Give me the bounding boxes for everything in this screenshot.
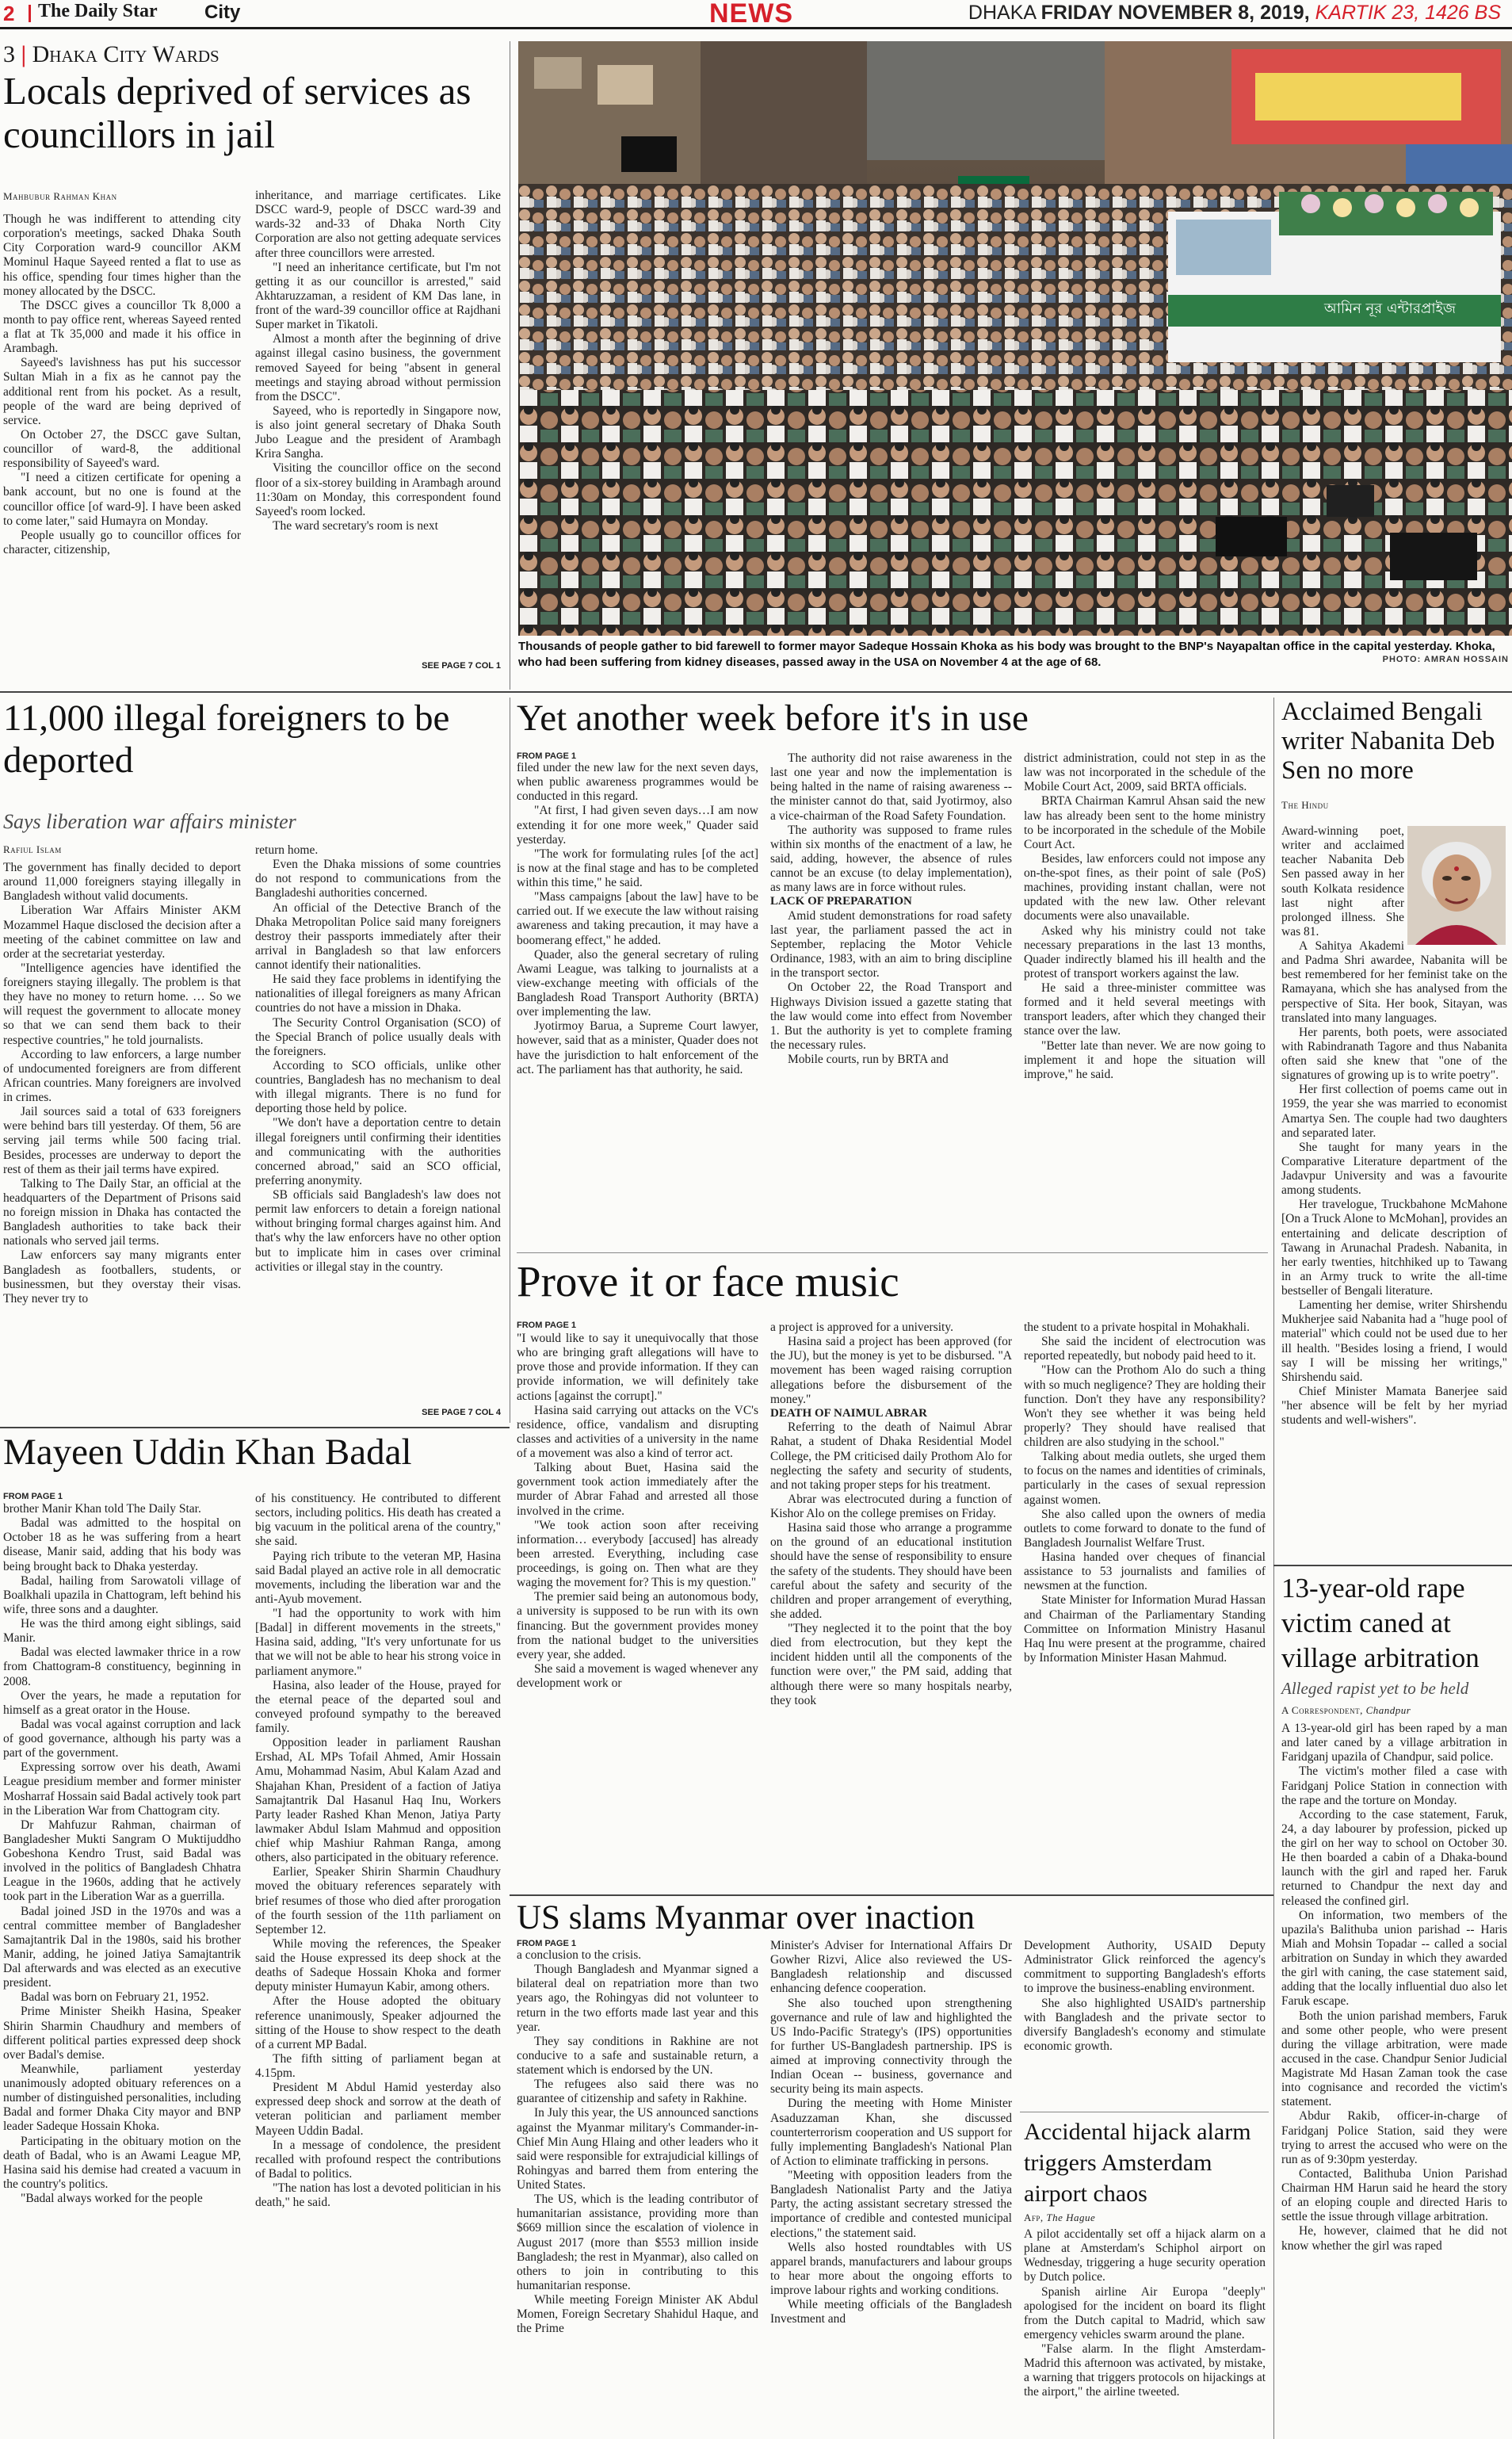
hijack-byline (1024, 2212, 1095, 2224)
paragraph: Badal was admitted to the hospital on October 18 as he was suffering from a heart disease, Manir said, adding that his body was being brought back to Dhaka yesterday. (3, 1516, 241, 1573)
paragraph: Participating in the obituary motion on the death of Badal, who is an Awami League MP, Hasina said his demise had created a vacuum in the country's politics. (3, 2134, 241, 2191)
section-rule (510, 1894, 1273, 1896)
page-header (0, 0, 1512, 29)
wards-jump-line: SEE PAGE 7 COL 1 (422, 661, 501, 671)
column-rule (1273, 698, 1274, 1894)
paragraph: Law enforcers say many migrants enter Bangladesh as footballers, students, or businessmen, but they overstay their visas. They never try to (3, 1248, 241, 1306)
wards-kicker-number: 3 (3, 41, 15, 67)
rape-deck: Alleged rapist yet to be held (1281, 1679, 1469, 1698)
myanmar-column-2 (770, 1939, 1012, 2433)
paragraph: "At first, I had given seven days…I am now extending it for one more week," Quader said yesterday. (517, 804, 758, 847)
paragraph: Her travelogue, Truckbahone McMahone [On a Truck Alone to McMohan], provides an entertaining and delicate description of Tawang in Arunachal Pradesh. Nabanita, in her early twenties, hitchhiked up to Tawang in an Army truck to write the all-time bestseller of Bengali literature. (1281, 1198, 1507, 1298)
paragraph: The victim's mother filed a case with Faridganj Police Station in connection with the rape and the torture on Monday. (1281, 1764, 1507, 1807)
paragraph: "We don't have a deportation centre to detain illegal foreigners until confirming their identities and communicating with the authorities concerned abroad," said an SCO official, preferring anonymity. (255, 1116, 501, 1187)
paragraph: Quader, also the general secretary of ruling Awami League, was talking to journalists at a view-exchange meeting with officials of the Bangladesh Road Transport Authority (BRTA) over implementing the law. (517, 947, 758, 1019)
paragraph: "I need an inheritance certificate, but I'm not getting it as our councillor is arrested," said Akhtaruzzaman, a resident of KM Das lane, in front of the ward-39 councillor office at Rajdhani Super market in Tikatoli. (255, 260, 501, 332)
badal-headline: Mayeen Uddin Khan Badal (3, 1432, 412, 1473)
wards-column-2 (255, 189, 501, 676)
myanmar-column-3 (1024, 1939, 1266, 2107)
paragraph: People usually go to councillor offices for character, citizenship, (3, 528, 241, 556)
paragraph: An official of the Detective Branch of the Dhaka Metropolitan Police said many foreigners destroy their passports immediately after their arrival in Bangladesh so that law enforcers cannot identify their nationalities. (255, 900, 501, 972)
paragraph: Badal, hailing from Sarowatoli village of Boalkhali upazila in Chattogram, left behind his wife, three sons and a daughter. (3, 1573, 241, 1616)
prove-column-2 (770, 1321, 1012, 1890)
paragraph: "False alarm. In the flight Amsterdam-Madrid this afternoon was activated, by mistake, a warning that triggers protocols on hijackings at the airport," the airline tweeted. (1024, 2342, 1266, 2399)
wards-kicker-text: Dhaka City Wards (32, 41, 220, 67)
rape-headline: 13-year-old rape victim caned at village arbitration (1281, 1573, 1480, 1673)
prove-headline: Prove it or face music (517, 1257, 899, 1306)
paragraph: Hasina handed over cheques of financial assistance to 53 journalists and families of newsmen at the function. (1024, 1550, 1266, 1593)
funeral-crowd-photo (518, 41, 1512, 636)
paragraph: Talking to The Daily Star, an official at the headquarters of the Department of Prisons said no foreign mission in Dhaka has contacted the Bangladesh authorities to take back their nationals who served jail terms. (3, 1176, 241, 1248)
paragraph: During the meeting with Home Minister Asaduzzaman Khan, she discussed counterterrorism cooperation and US support for fully implementing Bangladesh's National Plan of Action to eliminate trafficking in persons. (770, 2097, 1012, 2168)
foreigners-column-2 (255, 843, 501, 1400)
paragraph: "How can the Prothom Alo do such a thing with so much negligence? They are holding their function. Don't they have any responsibility? Won't they see whether it was being held properly? They should have realised that children are also studying in the school." (1024, 1363, 1266, 1449)
badal-column-2 (255, 1492, 501, 2433)
paragraph: Sayeed, who is reportedly in Singapore now, is also joint general secretary of Dhaka South Jubo League and the president of Arambagh Krira Sangha. (255, 403, 501, 461)
paragraph: President M Abdul Hamid yesterday also expressed deep shock and sorrow at the death of veteran politician and parliament member Mayeen Uddin Badal. (255, 2081, 501, 2138)
paragraph: brother Manir Khan told The Daily Star. (3, 1502, 201, 1516)
paragraph: Development Authority, USAID Deputy Administrator Glick reinforced the agency's commitment to supporting Bangladesh's efforts to improve the business-enabling environment. (1024, 1939, 1266, 1996)
dateline-city: DHAKA (968, 2, 1036, 24)
paragraph: According to the case statement, Faruk, 24, a day labourer by profession, picked up the girl on her way to school on October 30. He then boarded a cabin of a Dhaka-bound launch with the girl and raped her. Faruk returned to Chandpur the next day and released the confined girl. (1281, 1807, 1507, 1908)
badal-column-1 (3, 1502, 241, 2433)
paragraph: SB officials said Bangladesh's law does not permit law enforcers to detain a foreign national without bringing formal charges against him. And that's why the law enforcers have no other option but to implicate him in cases over criminal activities or illegal stay in the country. (255, 1188, 501, 1274)
paragraph: Opposition leader in parliament Raushan Ershad, AL MPs Tofail Ahmed, Amir Hossain Amu, Mohammad Nasim, Abul Kalam Azad and Shajahan Khan, President of a faction of Jatiya Samajtantrik Dal Hasanul Haq Inu, Workers Party leader Rashed Khan Menon, Jatiya Party lawmaker Abdul Islam Mahmud and opposition chief whip Mashiur Rahman Ranga, among others, also participated in the obituary reference. (255, 1736, 501, 1865)
foreigners-jump-line: SEE PAGE 7 COL 4 (422, 1408, 501, 1417)
paragraph: Hasina said a project has been approved (for the JU), but the money is yet to be disbursed. "A movement has been waged raising corruption allegations before the disbursement of the money." (770, 1335, 1012, 1406)
paragraph: the student to a private hospital in Mohakhali. (1024, 1321, 1250, 1334)
rape-column (1281, 1722, 1507, 2435)
paragraph: On October 22, the Road Transport and Highways Division issued a gazette stating that the law would come into effect from November 1. But the authority is yet to complete framing the necessary rules. (770, 981, 1012, 1052)
paragraph: Mobile courts, run by BRTA and (788, 1053, 949, 1067)
week-from-page: FROM PAGE 1 (517, 751, 576, 761)
kicker-bar: | (21, 41, 27, 67)
paragraph: While meeting Foreign Minister AK Abdul Momen, Foreign Secretary Shahidul Haque, and the Prime (517, 2293, 758, 2336)
wards-column-1 (3, 212, 241, 676)
paragraph: He, however, claimed that he did not know whether the girl was raped (1281, 2224, 1507, 2253)
paragraph: A Sahitya Akademi and Padma Shri awardee, Nabanita will be best remembered for her feminist take on the Ramayana, which she has analysed from the perspective of Sita. Her book, Sitayan, was translated into many languages. (1281, 939, 1507, 1025)
paragraph: The premier said being an autonomous body, a university is supposed to be run with its own financing. But the government provides money from the national budget to the universities every year, she added. (517, 1590, 758, 1661)
paragraph: Lamenting her demise, writer Shirshendu Mukherjee said Nabanita had a "huge pool of material" which could not be used due to her ill health. "Besides losing a friend, I would say I will be missing her writings," Shirshendu said. (1281, 1298, 1507, 1384)
hijack-byline-place: The Hague (1046, 2212, 1096, 2223)
paragraph: Prime Minister Sheikh Hasina, Speaker Shirin Sharmin Chaudhury and members of different political parties expressed deep shock over Badal's demise. (3, 2005, 241, 2062)
paragraph: Besides, law enforcers could not impose any on-the-spot fines, as their point of sale (PoS) machines, providing instant challan, were not updated with the new law. Other relevant documents were also unavailable. (1024, 851, 1266, 923)
wards-headline: Locals deprived of services as councillors in jail (3, 69, 472, 156)
paragraph: Earlier, Speaker Shirin Sharmin Chaudhury moved the obituary references separately with brief resumes of those who died after prorogation of the fourth session of the 11th parliament on September 12. (255, 1865, 501, 1936)
myanmar-from-page: FROM PAGE 1 (517, 1939, 576, 1948)
subheading: LACK OF PREPARATION (770, 895, 912, 908)
paragraph: She said the incident of electrocution was reported repeatedly, but nobody paid heed to it. (1024, 1335, 1266, 1363)
nabanita-column (1281, 824, 1507, 1562)
paragraph: She said a movement is waged whenever any development work or (517, 1661, 758, 1690)
paragraph: After the House adopted the obituary reference unanimously, Speaker adjourned the sitting of the House to show respect to the death of a current MP Badal. (255, 1994, 501, 2051)
paragraph: "The nation has lost a devoted politician in his death," he said. (255, 2181, 501, 2210)
paragraph: Asked why his ministry could not take necessary preparations in the last 13 months, Quader indirectly blamed his ill health and the protest of transport workers against the law. (1024, 923, 1266, 981)
rape-byline-name: A Correspondent, (1281, 1704, 1363, 1716)
paragraph: Badal was born on February 21, 1952. (21, 1990, 209, 2005)
column-rule (1273, 1894, 1274, 2439)
paragraph: The US, which is the leading contributor of humanitarian assistance, providing more than $669 million since the escalation of violence in August 2017 (more than $553 million inside Bangladesh; the rest in Myanmar), also called on others to join in contributing to this humanitarian response. (517, 2192, 758, 2292)
paragraph: Dr Mahfuzur Rahman, chairman of Bangladesher Mukti Sangram O Muktijuddho Gobeshona Kendro Trust, said Badal was involved in the politics of Bangladesh Chhatra League in the 1960s, adding that he actively took part in the Liberation War as a guerrilla. (3, 1818, 241, 1904)
paragraph: Her first collection of poems came out in 1959, the year she was married to economist Amartya Sen. The couple had two daughters and separated later. (1281, 1083, 1507, 1140)
paragraph: Hasina, also leader of the House, prayed for the eternal peace of the departed soul and conveyed profound sympathy to the bereaved family. (255, 1678, 501, 1735)
paragraph: Her parents, both poets, were associated with Rabindranath Tagore and thus Nabanita often said she knew that "one of the signatures of growing up is to write poetry". (1281, 1025, 1507, 1083)
week-column-3 (1024, 751, 1266, 1244)
paragraph: Expressing sorrow over his death, Awami League presidium member and former minister Mosharraf Hossain said Badal actively took part in the Liberation War from Chattogram city. (3, 1760, 241, 1818)
paragraph: The authority did not raise awareness in the last one year and now the implementation is being halted in the name of raising awareness -- the minister cannot do that, said Jyotirmoy, also a vice-chairman of the Road Safety Foundation. (770, 751, 1012, 823)
paragraph: "Better late than never. We are now going to implement it and hope the situation will improve," he said. (1024, 1038, 1266, 1081)
paragraph: According to law enforcers, a large number of undocumented foreigners are from different African countries. Many foreigners are involved in crimes. (3, 1047, 241, 1104)
paragraph: Even the Dhaka missions of some countries do not respond to communications from the Bangladeshi authorities concerned. (255, 858, 501, 900)
paragraph: She also highlighted USAID's partnership with Bangladesh and the private sector to diversify Bangladesh's economy and stimulate economic growth. (1024, 1996, 1266, 2053)
paragraph: The ward secretary's room is next (273, 518, 438, 533)
prove-column-3 (1024, 1321, 1266, 1890)
paragraph: Paying rich tribute to the veteran MP, Hasina said Badal played an active role in all democratic movements, including the liberation war and the anti-Ayub movement. (255, 1549, 501, 1606)
paragraph: Though Bangladesh and Myanmar signed a bilateral deal on repatriation more than two years ago, the Rohingyas did not volunteer to return in the two efforts made last year and this year. (517, 1963, 758, 2034)
prove-column-1 (517, 1332, 758, 1890)
paragraph: Almost a month after the beginning of drive against illegal casino business, the government removed Sayeed for being "absent in general meetings and staying abroad without permission from the DSCC". (255, 332, 501, 403)
news-label: NEWS (709, 0, 793, 29)
paragraph: a project is approved for a university. (770, 1321, 953, 1334)
paragraph: A 13-year-old girl has been raped by a man and later caned by a village arbitration in Faridganj upazila of Chandpur, said police. (1281, 1722, 1507, 1764)
paragraph: Liberation War Affairs Minister AKM Mozammel Haque disclosed the decision after a meeting of the cabinet committee on law and order at the secretariat yesterday. (3, 904, 241, 961)
paragraph: The fifth sitting of parliament began at 4.15pm. (255, 2051, 501, 2080)
paragraph: Jail sources said a total of 633 foreigners were behind bars till yesterday. Of them, 56 are serving jail terms while 500 facing trial. Besides, processes are underway to deport the rest of them as their jail terms have expired. (3, 1105, 241, 1176)
hijack-headline: Accidental hijack alarm triggers Amsterdam airport chaos (1024, 2119, 1251, 2207)
foreigners-headline: 11,000 illegal foreigners to be deported (3, 698, 450, 781)
paragraph: Though he was indifferent to attending city corporation's meetings, sacked Dhaka South City Corporation ward-9 councillor AKM Mominul Haque Sayeed rented a flat to use as his office, spending four times higher than the money allocated by the DSCC. (3, 212, 241, 298)
paragraph: The authority was supposed to frame rules within six months of the enactment of a law, he said, adding, however, the absence of rules cannot be an excuse (to delay implementation), as many laws are in force without rules. (770, 823, 1012, 895)
paragraph: The DSCC gives a councillor Tk 8,000 a month to pay office rent, whereas Sayeed rented a flat at Tk 35,000 and made it his office in Arambagh. (3, 298, 241, 356)
masthead-logo: The Daily Star (38, 1, 158, 21)
paragraph: inheritance, and marriage certificates. Like DSCC ward-9, people of DSCC ward-39 and wards-32 and-33 of Dhaka North City Corporation are also not getting adequate services after three councillors were arrested. (255, 189, 501, 260)
paragraph: "They neglected it to the point that the boy died from electrocution, but they kept the incident hidden until all the components of the function were over," the PM said, adding that although there were so many hospitals nearby, they took (770, 1622, 1012, 1707)
paragraph: Talking about Buet, Hasina said the government took action immediately after the murder of Abrar Fahad and arrested all those involved in the crime. (517, 1461, 758, 1518)
myanmar-column-1 (517, 1948, 758, 2433)
paragraph: "We took action soon after receiving information… everybody [accused] has already been arrested. Everything, including case proceedings, is going on. Then what are they waging the movement for? This is my question." (517, 1518, 758, 1590)
paragraph: State Minister for Information Murad Hassan and Chairman of the Parliamentary Standing Committee on Information Ministry Hasanul Haq Inu were present at the programme, chaired by Information Minister Hasan Mahmud. (1024, 1593, 1266, 1665)
paragraph: Talking about media outlets, she urged them to focus on the names and identities of criminals, particularly in the cases of sexual repression against women. (1024, 1450, 1266, 1507)
photo-caption-text: Thousands of people gather to bid farewell to former mayor Sadeque Hossain Khoka as his body was brought to the BNP's Nayapaltan office in the capital yesterday. Khoka, who had been suffering from kidney diseases, passed away in the USA on November 4 at the age of 68. (518, 640, 1495, 670)
paragraph: Sayeed's lavishness has put his successor Sultan Miah in a fix as he cannot pay the additional rent from his pocket. As a result, people of the ward are being deprived of service. (3, 356, 241, 427)
paragraph: Badal was vocal against corruption and lack of good governance, although his party was a part of the government. (3, 1717, 241, 1760)
wards-byline: Mahbubur Rahman Khan (3, 190, 117, 202)
paragraph: "Intelligence agencies have identified the foreigners staying illegally. The problem is that they have no money to return home. … So we will request the government to allocate money so that we can send them back to their respective countries," he told journalists. (3, 961, 241, 1047)
rape-byline-place: Chandpur (1365, 1704, 1411, 1716)
foreigners-deck: Says liberation war affairs minister (3, 810, 296, 833)
paragraph: Hasina said those who arrange a programme on the ground of an educational institution should have the sense of responsibility to ensure the safety of the students. They should have been careful about the safety and security of the children and proper arrangement of everything, she added. (770, 1521, 1012, 1621)
badal-from-page: FROM PAGE 1 (3, 1492, 63, 1501)
paragraph: "The work for formulating rules [of the act] is now at the final stage and has to be completed within this time," he said. (517, 847, 758, 889)
paragraph: Meanwhile, parliament yesterday unanimously adopted obituary references on a number of distinguished personalities, including Badal and former Dhaka City mayor and BNP leader Sadeque Hossain Khoka. (3, 2062, 241, 2134)
paragraph: They say conditions in Rakhine are not conducive to a safe and sustainable return, a statement which is endorsed by the UN. (517, 2034, 758, 2077)
paragraph: A pilot accidentally set off a hijack alarm on a plane at Amsterdam's Schiphol airport on Wednesday, triggering a huge security operation by Dutch police. (1024, 2227, 1266, 2284)
foreigners-column-1 (3, 861, 241, 1400)
vehicle-banner-text: আমিন নূর এন্টারপ্রাইজ (1323, 300, 1457, 317)
paragraph: On information, two members of the upazila's Balithuba union parishad -- Haris Miah and Mohsin Topadar -- called a social arbitration on Sunday in which they awarded the girl with caning, the case statement said, adding that the locally influential duo also let Faruk escape. (1281, 1908, 1507, 2009)
photo-caption (518, 639, 1509, 671)
paragraph: district administration, could not step in as the law was not incorporated in the schedule of the Mobile Court Act, 2009, said BRTA officials. (1024, 751, 1266, 794)
paragraph: a conclusion to the crisis. (517, 1948, 642, 1962)
paragraph: Jyotirmoy Barua, a Supreme Court lawyer, however, said that as a minister, Quader does not have the jurisdiction to halt enforcement of the act. The parliament has that authority, he said. (517, 1019, 758, 1076)
paragraph: Hasina said carrying out attacks on the VC's residence, office, vandalism and disrupting classes and activities of a university in the name of a movement was also a kind of terror act. (517, 1403, 758, 1460)
section-rule (0, 691, 1512, 693)
subheading: DEATH OF NAIMUL ABRAR (770, 1406, 927, 1420)
paragraph: Minister's Adviser for International Affairs Dr Gowher Rizvi, Alice also reviewed the US-Bangladesh relationship and discussed enhancing defence cooperation. (770, 1939, 1012, 1996)
dateline (968, 2, 1501, 25)
section-rule (517, 1252, 1268, 1253)
week-headline: Yet another week before it's in use (517, 698, 1029, 739)
paragraph: Both the union parishad members, Faruk and some other people, who were present during the village arbitration, were made accused in the case. Chandpur Senior Judicial Magistrate Md Hasan Zaman took the case into cognisance and recorded the victim's statement. (1281, 2009, 1507, 2109)
paragraph: Amid student demonstrations for road safety last year, the parliament passed the act in September, replacing the Motor Vehicle Ordinance, 1983, with an aim to bring discipline in the transport sector. (770, 908, 1012, 981)
wards-kicker (3, 41, 220, 68)
dateline-date: FRIDAY NOVEMBER 8, 2019, (1040, 2, 1310, 24)
paragraph: "Mass campaigns [about the law] have to be carried out. If we execute the law without raising awareness and taking precaution, it may have a boomerang effect," he added. (517, 890, 758, 947)
paragraph: Wells also hosted roundtables with US apparel brands, manufacturers and labour groups to hear more about the ongoing efforts to improve labour rights and working conditions. (770, 2240, 1012, 2297)
paragraph: She also called upon the owners of media outlets to come forward to donate to the fund of Bangladesh Journalist Welfare Trust. (1024, 1507, 1266, 1550)
paragraph: Award-winning poet, writer and acclaimed teacher Nabanita Deb Sen passed away in her south Kolkata residence last night after prolonged illness. She was 81. (1281, 824, 1404, 939)
paragraph: "I need a citizen certificate for opening a bank account, but no one is found at the councillor office [of ward-9]. I have been asked to come later," said Humayra on Monday. (3, 471, 241, 528)
paragraph: "Meeting with opposition leaders from the Bangladesh Nationalist Party and the Jatiya Party, the acting assistant secretary stressed the importance of credible and contested municipal elections," the statement said. (770, 2169, 1012, 2240)
nabanita-byline: The Hindu (1281, 799, 1329, 811)
paragraph: return home. (255, 843, 319, 857)
paragraph: She also touched upon strengthening governance and rule of law and highlighted the US Indo-Pacific Strategy's (IPS) opportunities for further US-Bangladesh partnership. IPS is aimed at improving connectivity through the Indian Ocean -- business, governance and security being its main aspects. (770, 1996, 1012, 2097)
paragraph: In July this year, the US announced sanctions against the Myanmar military's Commander-in-Chief Min Aung Hlaing and other leaders who it said were responsible for extrajudicial killings of Rohingyas and barred them from entering the United States. (517, 2106, 758, 2192)
rape-byline (1281, 1704, 1411, 1717)
prove-from-page: FROM PAGE 1 (517, 1321, 576, 1330)
paragraph: Abdur Rakib, officer-in-charge of Faridganj Police Station, said they were trying to arrest the accused who were on the run as of 9:30pm yesterday. (1281, 2109, 1507, 2166)
paragraph: Visiting the councillor office on the second floor of a six-storey building in Arambagh around 11:30am on Monday, this correspondent found Sayeed's room locked. (255, 461, 501, 518)
paragraph: Badal joined JSD in the 1970s and was a central committee member of Bangladesher Samajtantrik Dal in the 1980s, said his brother Manir, adding, he joined Jatiya Samajtantrik Dal afterwards and was elected as an executive president. (3, 1904, 241, 1990)
portrait-wrap-spacer (1404, 824, 1507, 950)
paragraph: While moving the references, the Speaker said the House expressed its deep shock at the deaths of Sadeque Hossain Khoka and former deputy minister Humayun Kabir, among others. (255, 1936, 501, 1994)
paragraph: He said they face problems in identifying the nationalities of illegal foreigners as many African countries do not have a mission in Dhaka. (255, 973, 501, 1015)
paragraph: Badal was elected lawmaker thrice in a row from Chattogram-8 constituency, beginning in 2008. (3, 1646, 241, 1688)
crowd-photo-illustration (518, 41, 1512, 636)
paragraph: Chief Minister Mamata Banerjee said "her absence will be felt by her myriad students and well-wishers". (1281, 1384, 1507, 1428)
hijack-column (1024, 2227, 1266, 2435)
paragraph: "I would like to say it unequivocally that those who are bringing graft allegations will have to prove those and provide information. If they can provide information, we will definitely take actions [against the corrupt]." (517, 1332, 758, 1403)
paragraph: BRTA Chairman Kamrul Ahsan said the new law has already been sent to the home ministry to be incorporated in the schedule of the Mobile Court Act. (1024, 794, 1266, 851)
nabanita-headline: Acclaimed Bengali writer Nabanita Deb Sen no more (1281, 698, 1495, 785)
paragraph: of his constituency. He contributed to different sectors, including politics. His death has created a big vacuum in the political arena of the country," she said. (255, 1492, 501, 1549)
paragraph: While meeting officials of the Bangladesh Investment and (770, 2298, 1012, 2326)
dateline-bangla-date: KARTIK 23, 1426 BS (1315, 2, 1501, 24)
paragraph: He said a three-minister committee was formed and it held several meetings with transport leaders, after which they changed their stance over the law. (1024, 981, 1266, 1038)
paragraph: She taught for many years in the Comparative Literature department of the Jadavpur University and was a favourite among students. (1281, 1140, 1507, 1198)
week-column-2 (770, 751, 1012, 1244)
photo-credit: PHOTO: AMRAN HOSSAIN (1382, 655, 1509, 665)
paragraph: filed under the new law for the next seven days, when public awareness programmes would be conducted in this regard. (517, 761, 758, 804)
section-label: City (204, 2, 241, 23)
paragraph: Spanish airline Air Europa "deeply" apologised for the incident on board its flight from the Dutch capital to Madrid, which saw emergency vehicles swarm around the plane. (1024, 2284, 1266, 2342)
paragraph: The government has finally decided to deport around 11,000 foreigners staying illegally in Bangladesh without valid documents. (3, 861, 241, 904)
paragraph: According to SCO officials, unlike other countries, Bangladesh has no mechanism to deal with illegal migrants. There is no fund for deporting those held by police. (255, 1058, 501, 1116)
week-column-1 (517, 761, 758, 1244)
page-number: 2 (3, 2, 15, 25)
myanmar-headline: US slams Myanmar over inaction (517, 1899, 976, 1936)
foreigners-byline: Rafiul Islam (3, 843, 62, 855)
paragraph: Over the years, he made a reputation for himself as a great orator in the House. (3, 1688, 241, 1717)
paragraph: Referring to the death of Naimul Abrar Rahat, a student of Dhaka Residential Model College, the PM criticised daily Prothom Alo for neglecting the safety and security of students, and not taking proper steps for his treatment. (770, 1420, 1012, 1492)
paragraph: He was the third among eight siblings, said Manir. (3, 1617, 241, 1646)
paragraph: The refugees also said there was no guarantee of citizenship and safety in Rakhine. (517, 2078, 758, 2106)
section-rule (1273, 1565, 1512, 1566)
paragraph: Contacted, Balithuba Union Parishad Chairman HM Harun said he heard the story of an eloping couple and directed Haris to settle the issue through village arbitration. (1281, 2166, 1507, 2224)
paragraph: "I had the opportunity to work with him [Badal] in different movements in the streets," Hasina said, adding, "It's very unfortunate for us that we will not be able to hear his strong voice in parliament anymore." (255, 1607, 501, 1678)
paragraph: The Security Control Organisation (SCO) of the Special Branch of police usually deals with the foreigners. (255, 1015, 501, 1058)
section-rule (0, 1427, 510, 1428)
paragraph: On October 27, the DSCC gave Sultan, councillor of ward-8, the additional responsibility of Sayeed's ward. (3, 427, 241, 471)
page-number-divider (29, 5, 31, 22)
paragraph: In a message of condolence, the president recalled with profound respect the contributions of Badal to politics. (255, 2138, 501, 2181)
paragraph: Abrar was electrocuted during a function of Kishor Alo on the college premises on Friday. (770, 1492, 1012, 1521)
hijack-byline-agency: Afp, (1024, 2212, 1044, 2223)
paragraph: "Badal always worked for the people (21, 2192, 203, 2205)
